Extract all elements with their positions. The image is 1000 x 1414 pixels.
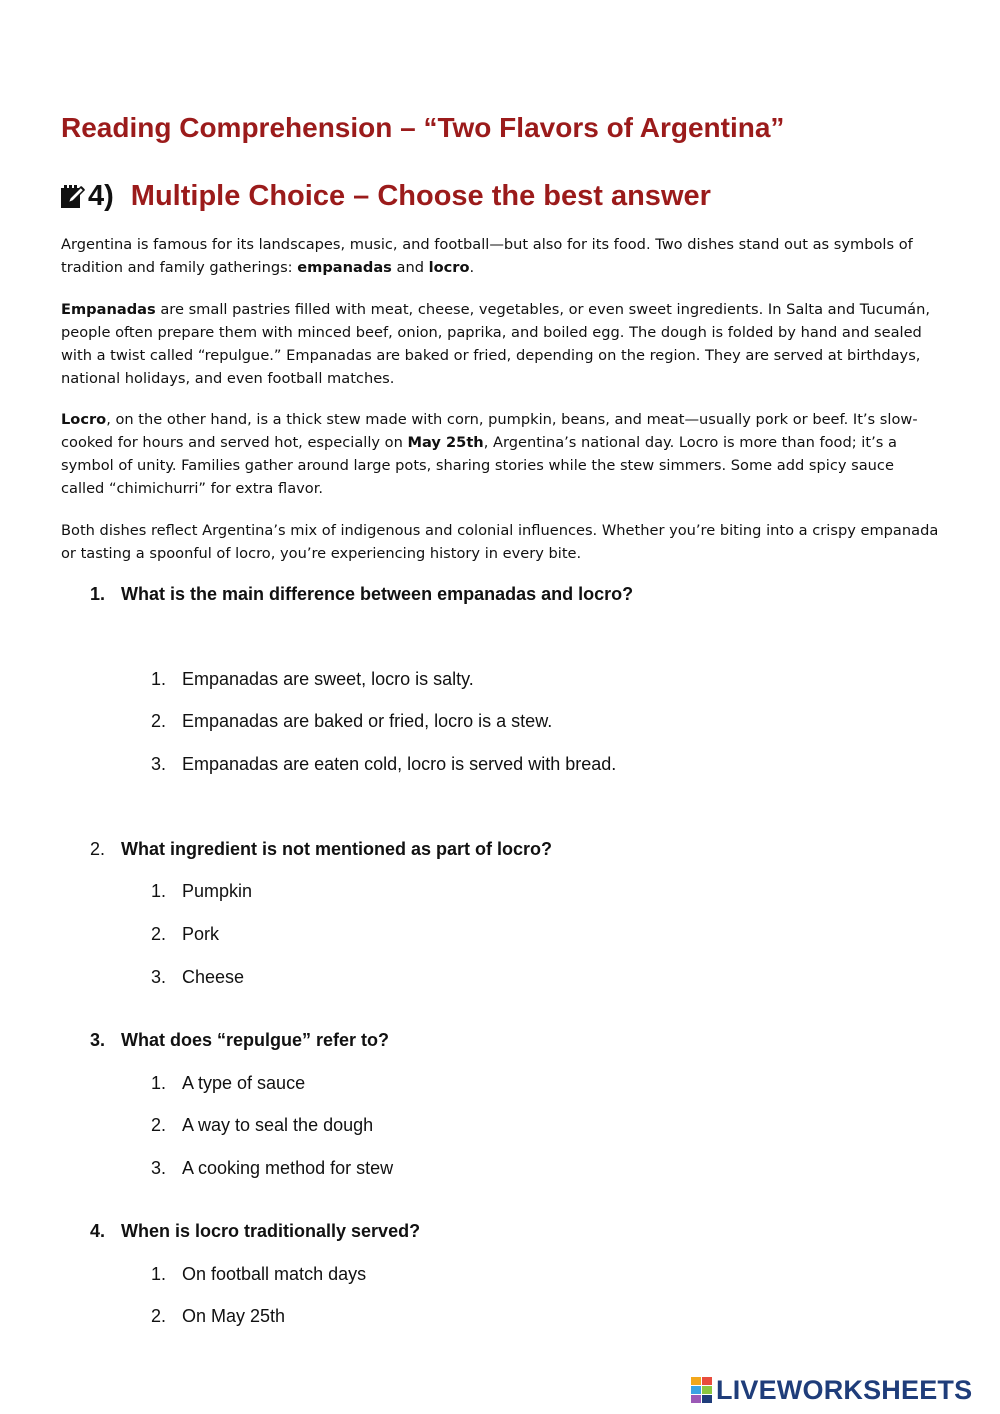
question-1 [90,584,633,605]
section-heading [60,178,711,214]
option-number: 2. [151,1306,167,1326]
option-number: 1. [151,1073,167,1093]
option-text: Empanadas are baked or fried, locro is a stew. [182,711,553,731]
edit-note-icon [60,183,86,209]
option-text: Cheese [182,967,245,987]
liveworksheets-logo[interactable] [691,1374,972,1406]
section-title: Multiple Choice – Choose the best answer [130,179,711,212]
liveworksheets-logo-icon [691,1377,713,1403]
option-text: A way to seal the dough [182,1115,374,1135]
question-1-option-3[interactable] [151,754,616,775]
logo-text: LIVEWORKSHEETS [716,1374,973,1405]
question-4-option-2[interactable] [151,1306,285,1327]
question-text: What is the main difference between empanadas and locro? [121,584,634,604]
option-number: 1. [151,881,167,901]
question-4 [90,1221,420,1242]
option-text: On May 25th [182,1306,286,1326]
option-number: 3. [151,754,167,774]
option-number: 1. [151,1264,167,1284]
option-number: 2. [151,1115,167,1135]
question-1-option-2[interactable] [151,711,552,732]
question-2-option-2[interactable] [151,924,219,945]
question-text: What ingredient is not mentioned as part of locro? [121,839,553,859]
question-4-option-1[interactable] [151,1264,366,1285]
option-text: Empanadas are sweet, locro is salty. [182,669,474,689]
option-text: A cooking method for stew [182,1158,394,1178]
question-text: What does “repulgue” refer to? [121,1030,390,1050]
option-number: 2. [151,711,167,731]
question-number: 1. [90,584,106,604]
question-3-option-2[interactable] [151,1115,373,1136]
conclusion-paragraph: Both dishes reflect Argentina’s mix of indigenous and colonial influences. Whether you’re biting into a crispy empanada or tasting a spoonful of locro, you’re experiencing history in every bite. [61,522,939,562]
section-number: 4) [88,179,114,212]
question-number: 4. [90,1221,106,1241]
question-number: 3. [90,1030,106,1050]
question-3 [90,1030,389,1051]
page-title: Reading Comprehension – “Two Flavors of Argentina” [61,112,785,143]
option-text: Pork [182,924,220,944]
question-3-option-1[interactable] [151,1073,305,1094]
question-1-option-1[interactable] [151,669,474,690]
option-text: Empanadas are eaten cold, locro is served with bread. [182,754,617,774]
option-number: 2. [151,924,167,944]
option-number: 1. [151,669,167,689]
option-text: Pumpkin [182,881,253,901]
question-2-option-1[interactable] [151,881,252,902]
option-number: 3. [151,967,167,987]
question-text: When is locro traditionally served? [121,1221,421,1241]
option-number: 3. [151,1158,167,1178]
question-3-option-3[interactable] [151,1158,393,1179]
question-2-option-3[interactable] [151,967,244,988]
option-text: On football match days [182,1264,367,1284]
question-number: 2. [90,839,106,859]
intro-paragraph: Argentina is famous for its landscapes, music, and football—but also for its food. Two dishes stand out as symbols of tradition and family gatherings: empanadas and locro. [61,236,913,276]
option-text: A type of sauce [182,1073,306,1093]
question-2 [90,839,552,860]
empanadas-paragraph: Empanadas are small pastries filled with meat, cheese, vegetables, or even sweet ingredients. In Salta and Tucumán, people often prepare them with minced beef, onion, paprika, and boiled egg. The dough is folded by hand and sealed with a twist called “repulgue.” Empanadas are baked or fried, depending on the region. They are served at birthdays, national holidays, and even football matches. [61,301,931,387]
locro-paragraph: Locro, on the other hand, is a thick stew made with corn, pumpkin, beans, and meat—usually pork or beef. It’s slow-cooked for hours and served hot, especially on May 25th, Argentina’s national day. Locro is more than food; it’s a symbol of unity. Families gather around large pots, sharing stories while the stew simmers. Some add spicy sauce called “chimichurri” for extra flavor. [61,411,918,497]
